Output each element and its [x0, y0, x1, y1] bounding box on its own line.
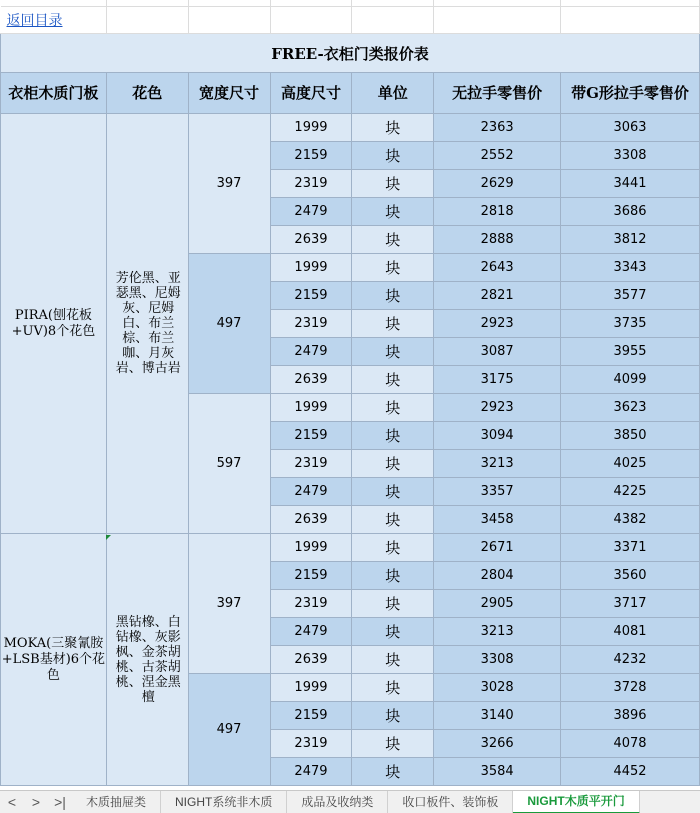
width-cell[interactable]: 397 [188, 534, 270, 674]
price-no-handle-cell[interactable]: 2804 [434, 562, 561, 590]
price-g-handle-cell[interactable]: 3955 [561, 338, 700, 366]
width-cell[interactable]: 497 [188, 254, 270, 394]
price-no-handle-cell[interactable]: 3308 [434, 646, 561, 674]
link-row [1, 7, 700, 34]
price-g-handle-cell[interactable]: 3686 [561, 198, 700, 226]
unit-cell[interactable]: 块 [352, 114, 434, 142]
unit-cell[interactable]: 块 [352, 282, 434, 310]
unit-cell[interactable]: 块 [352, 534, 434, 562]
price-no-handle-cell[interactable]: 2671 [434, 534, 561, 562]
cell-comment-marker [106, 535, 111, 540]
next-sheet-icon[interactable]: > [31, 794, 41, 810]
height-cell[interactable]: 2159 [270, 422, 352, 450]
material-cell[interactable]: PIRA(刨花板+UV)8个花色 [1, 114, 107, 534]
header-row [1, 73, 700, 114]
unit-cell[interactable]: 块 [352, 702, 434, 730]
price-g-handle-cell[interactable]: 3371 [561, 534, 700, 562]
unit-cell[interactable]: 块 [352, 674, 434, 702]
price-g-handle-cell[interactable]: 3717 [561, 590, 700, 618]
unit-cell[interactable]: 块 [352, 170, 434, 198]
color-list-cell[interactable]: 黑钻橡、白钻橡、灰影枫、金茶胡桃、古茶胡桃、涅金黑檀 [106, 534, 188, 786]
sheet-tab[interactable]: NIGHT木质平开门 [513, 790, 639, 813]
header-unit: 单位 [352, 73, 434, 114]
unit-cell[interactable]: 块 [352, 422, 434, 450]
last-sheet-icon[interactable]: >| [54, 794, 66, 810]
color-list-cell[interactable]: 芳伦黑、亚瑟黑、尼姆灰、尼姆白、布兰棕、布兰咖、月灰岩、博古岩 [106, 114, 188, 534]
title-row [1, 34, 700, 73]
unit-cell[interactable]: 块 [352, 254, 434, 282]
unit-cell[interactable]: 块 [352, 394, 434, 422]
price-no-handle-cell[interactable]: 3213 [434, 450, 561, 478]
price-g-handle-cell[interactable]: 3896 [561, 702, 700, 730]
prev-sheet-icon[interactable]: < [7, 794, 17, 810]
height-cell[interactable]: 1999 [270, 254, 352, 282]
height-cell[interactable]: 2319 [270, 170, 352, 198]
height-cell[interactable]: 1999 [270, 534, 352, 562]
unit-cell[interactable]: 块 [352, 310, 434, 338]
material-cell[interactable]: MOKA(三聚氰胺+LSB基材)6个花色 [1, 534, 107, 786]
unit-cell[interactable]: 块 [352, 730, 434, 758]
price-g-handle-cell[interactable]: 4025 [561, 450, 700, 478]
price-no-handle-cell[interactable]: 2888 [434, 226, 561, 254]
height-cell[interactable]: 2319 [270, 450, 352, 478]
price-g-handle-cell[interactable]: 3735 [561, 310, 700, 338]
unit-cell[interactable]: 块 [352, 478, 434, 506]
price-g-handle-cell[interactable]: 3577 [561, 282, 700, 310]
sheet-tab[interactable]: NIGHT系统非木质 [161, 791, 287, 813]
height-cell[interactable]: 2159 [270, 142, 352, 170]
height-cell[interactable]: 2319 [270, 590, 352, 618]
width-cell[interactable]: 397 [188, 114, 270, 254]
unit-cell[interactable]: 块 [352, 226, 434, 254]
price-no-handle-cell[interactable]: 2363 [434, 114, 561, 142]
width-cell[interactable]: 497 [188, 674, 270, 786]
price-no-handle-cell[interactable]: 3584 [434, 758, 561, 786]
header-price-g-handle: 带G形拉手零售价 [561, 73, 700, 114]
table-row [1, 114, 700, 142]
price-no-handle-cell[interactable]: 2818 [434, 198, 561, 226]
header-width: 宽度尺寸 [188, 73, 270, 114]
price-g-handle-cell[interactable]: 4382 [561, 506, 700, 534]
price-no-handle-cell[interactable]: 3094 [434, 422, 561, 450]
price-no-handle-cell[interactable]: 2643 [434, 254, 561, 282]
unit-cell[interactable]: 块 [352, 758, 434, 786]
height-cell[interactable]: 2479 [270, 478, 352, 506]
unit-cell[interactable]: 块 [352, 590, 434, 618]
height-cell[interactable]: 2159 [270, 282, 352, 310]
unit-cell[interactable]: 块 [352, 450, 434, 478]
width-cell[interactable]: 597 [188, 394, 270, 534]
sheet-tab[interactable]: 成品及收纳类 [287, 791, 388, 813]
unit-cell[interactable]: 块 [352, 142, 434, 170]
price-no-handle-cell[interactable]: 3087 [434, 338, 561, 366]
price-g-handle-cell[interactable]: 4232 [561, 646, 700, 674]
price-g-handle-cell[interactable]: 3308 [561, 142, 700, 170]
price-g-handle-cell[interactable]: 3441 [561, 170, 700, 198]
sheet-tab-bar [0, 790, 700, 813]
height-cell[interactable]: 1999 [270, 674, 352, 702]
price-no-handle-cell[interactable]: 2923 [434, 394, 561, 422]
height-cell[interactable]: 2479 [270, 618, 352, 646]
height-cell[interactable]: 2639 [270, 506, 352, 534]
height-cell[interactable]: 1999 [270, 114, 352, 142]
price-g-handle-cell[interactable]: 3728 [561, 674, 700, 702]
price-no-handle-cell[interactable]: 2923 [434, 310, 561, 338]
price-g-handle-cell[interactable]: 4452 [561, 758, 700, 786]
unit-cell[interactable]: 块 [352, 618, 434, 646]
price-g-handle-cell[interactable]: 4078 [561, 730, 700, 758]
price-no-handle-cell[interactable]: 3357 [434, 478, 561, 506]
height-cell[interactable]: 2319 [270, 730, 352, 758]
height-cell[interactable]: 2159 [270, 702, 352, 730]
price-g-handle-cell[interactable]: 4099 [561, 366, 700, 394]
price-no-handle-cell[interactable]: 2821 [434, 282, 561, 310]
height-cell[interactable]: 2159 [270, 562, 352, 590]
price-no-handle-cell[interactable]: 2905 [434, 590, 561, 618]
back-to-index-link[interactable]: 返回目录 [1, 7, 107, 34]
price-no-handle-cell[interactable]: 3140 [434, 702, 561, 730]
price-g-handle-cell[interactable]: 3850 [561, 422, 700, 450]
height-cell[interactable]: 2639 [270, 226, 352, 254]
price-g-handle-cell[interactable]: 3560 [561, 562, 700, 590]
height-cell[interactable]: 2479 [270, 198, 352, 226]
price-g-handle-cell[interactable]: 4225 [561, 478, 700, 506]
height-cell[interactable]: 2479 [270, 758, 352, 786]
height-cell[interactable]: 2639 [270, 366, 352, 394]
unit-cell[interactable]: 块 [352, 366, 434, 394]
height-cell[interactable]: 2319 [270, 310, 352, 338]
header-height: 高度尺寸 [270, 73, 352, 114]
sheet-tab[interactable]: 木质抽屉类 [72, 791, 161, 813]
price-no-handle-cell[interactable]: 3175 [434, 366, 561, 394]
unit-cell[interactable]: 块 [352, 562, 434, 590]
header-color: 花色 [106, 73, 188, 114]
table-title: FREE-衣柜门类报价表 [1, 34, 700, 73]
height-cell[interactable]: 1999 [270, 394, 352, 422]
unit-cell[interactable]: 块 [352, 198, 434, 226]
unit-cell[interactable]: 块 [352, 506, 434, 534]
price-g-handle-cell[interactable]: 3812 [561, 226, 700, 254]
height-cell[interactable]: 2639 [270, 646, 352, 674]
price-g-handle-cell[interactable]: 3343 [561, 254, 700, 282]
price-no-handle-cell[interactable]: 2552 [434, 142, 561, 170]
price-no-handle-cell[interactable]: 2629 [434, 170, 561, 198]
price-g-handle-cell[interactable]: 3623 [561, 394, 700, 422]
sheet-tab[interactable]: 收口板件、装饰板 [388, 791, 513, 813]
unit-cell[interactable]: 块 [352, 646, 434, 674]
header-price-no-handle: 无拉手零售价 [434, 73, 561, 114]
price-no-handle-cell[interactable]: 3213 [434, 618, 561, 646]
unit-cell[interactable]: 块 [352, 338, 434, 366]
price-no-handle-cell[interactable]: 3028 [434, 674, 561, 702]
price-no-handle-cell[interactable]: 3458 [434, 506, 561, 534]
height-cell[interactable]: 2479 [270, 338, 352, 366]
price-g-handle-cell[interactable]: 4081 [561, 618, 700, 646]
price-no-handle-cell[interactable]: 3266 [434, 730, 561, 758]
price-g-handle-cell[interactable]: 3063 [561, 114, 700, 142]
header-material: 衣柜木质门板 [1, 73, 107, 114]
